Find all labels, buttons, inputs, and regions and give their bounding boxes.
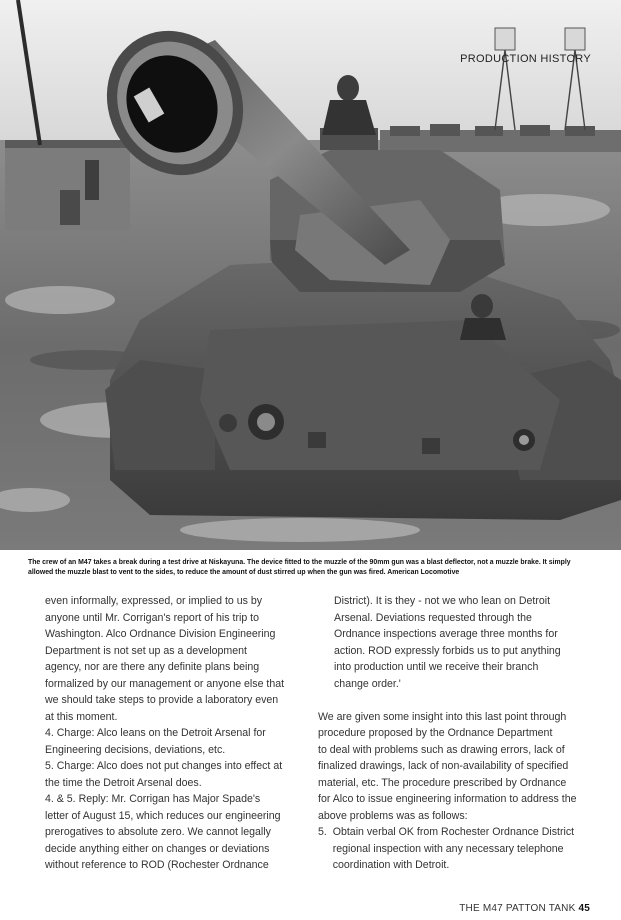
list-item: coordination with Detroit. <box>318 859 450 871</box>
book-title: THE M47 PATTON TANK <box>459 903 576 914</box>
quote-line: change order.' <box>334 677 401 690</box>
body-line: 4. Charge: Alco leans on the Detroit Arsenal for <box>45 727 266 739</box>
body-line: agency, nor are there any definite plans being <box>45 661 260 673</box>
body-line: at this moment. <box>45 710 118 723</box>
body-line: 5. Charge: Alco does not put changes into effect at <box>45 760 283 772</box>
body-line: letter of August 15, which reduces our engineering <box>45 809 281 822</box>
body-line: above problems was as follows: <box>318 809 468 822</box>
text-column-right <box>318 593 584 874</box>
text-column-left <box>45 593 297 874</box>
body-line: to deal with problems such as drawing errors, lack of <box>318 743 565 756</box>
body-line: anyone until Mr. Corrigan's report of his trip to <box>45 611 259 624</box>
body-line: we should take steps to provide a laboratory even <box>45 694 279 706</box>
body-line: procedure proposed by the Ordnance Department <box>318 727 553 739</box>
quote-line: action. ROD expressly forbids us to put anything <box>334 644 561 657</box>
photo-caption: The crew of an M47 takes a break during a test drive at Niskayuna. The device fitted to the muzzle of the 90mm gun was a blast deflector, not a muzzle brake. It simply allowed the muzzle blast to vent to the sides, to reduce the amount of dust stirred up when the gun was fired. American Locomotive <box>28 559 571 576</box>
page-footer <box>459 903 590 914</box>
body-line: prerogatives to absolute zero. We cannot legally <box>45 826 271 838</box>
body-line: Washington. Alco Ordnance Division Engineering <box>45 628 276 640</box>
body-line: We are given some insight into this last point through <box>318 710 567 723</box>
section-header: PRODUCTION HISTORY <box>460 53 591 65</box>
body-line: Engineering decisions, deviations, etc. <box>45 743 226 756</box>
quote-line: Ordnance inspections average three months for <box>334 628 558 640</box>
body-line: Department is not set up as a development <box>45 644 247 657</box>
list-item: 5. Obtain verbal OK from Rochester Ordnance District <box>318 826 575 838</box>
body-line: material, etc. The procedure prescribed by Ordnance <box>318 776 567 789</box>
list-item: regional inspection with any necessary telephone <box>318 842 564 855</box>
page-number: 45 <box>578 903 590 914</box>
quote-line: Arsenal. Deviations requested through the <box>334 611 532 624</box>
quote-line: District). It is they - not we who lean on Detroit <box>334 595 551 607</box>
body-line: 4. & 5. Reply: Mr. Corrigan has Major Spade's <box>45 793 261 805</box>
paragraph-gap <box>318 692 584 709</box>
body-line: even informally, expressed, or implied to us by <box>45 595 263 607</box>
body-line: for Alco to issue engineering information to address the <box>318 793 577 805</box>
body-line: formalized by our management or anyone else that <box>45 677 285 690</box>
body-line: without reference to ROD (Rochester Ordnance <box>45 859 269 871</box>
body-line: the time the Detroit Arsenal does. <box>45 776 202 789</box>
body-line: decide anything either on changes or deviations <box>45 842 270 855</box>
body-line: finalized drawings, lack of non-availability of specified <box>318 760 569 772</box>
quote-line: into production until we receive their branch <box>334 661 539 673</box>
